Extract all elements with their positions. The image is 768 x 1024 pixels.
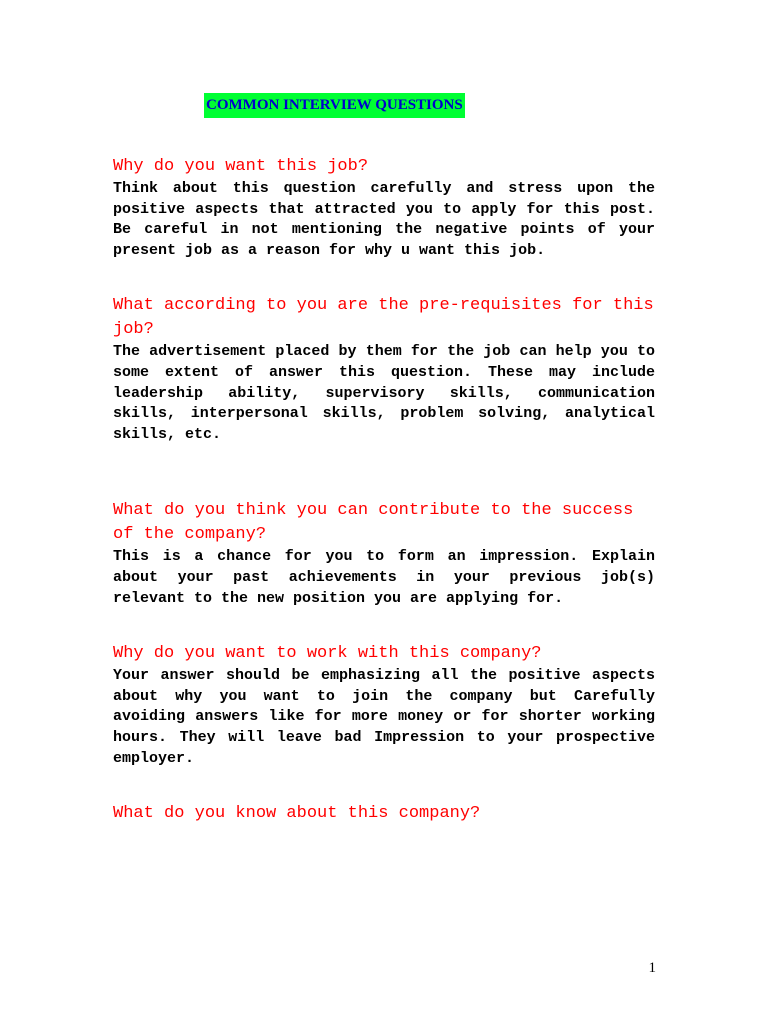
question-section-1 [113, 155, 655, 261]
question-heading: What do you think you can contribute to the success of the company? [113, 501, 634, 545]
question-heading: Why do you want to work with this company? [113, 644, 542, 664]
question-list [113, 155, 655, 826]
answer-paragraph: The advertisement placed by them for the job can help you to some extent of answer this question. These may include leadership ability, supervisory skills, communication skills, interpersonal skills, problem solving, analytical skills, etc. [113, 343, 655, 443]
answer-paragraph: Your answer should be emphasizing all the positive aspects about why you want to join the company but Carefully avoiding answers like for more money or for shorter working hours. They will leave bad Impression to your prospective employer. [113, 667, 655, 767]
page-number: 1 [648, 960, 656, 976]
question-heading: What do you know about this company? [113, 804, 481, 824]
document-title: COMMON INTERVIEW QUESTIONS [204, 93, 465, 118]
answer-paragraph: Think about this question carefully and stress upon the positive aspects that attracted you to apply for this post. Be careful in not mentioning the negative points of your present job as a reason for why u want this job. [113, 180, 655, 259]
question-heading: Why do you want this job? [113, 157, 369, 176]
question-section-3 [113, 499, 655, 609]
question-heading: What according to you are the pre-requisites for this job? [113, 296, 654, 340]
question-section-4 [113, 642, 655, 769]
question-section-5 [113, 802, 655, 826]
answer-paragraph: This is a chance for you to form an impression. Explain about your past achievements in your previous job(s) relevant to the new position you are applying for. [113, 548, 655, 607]
question-section-2 [113, 294, 655, 445]
